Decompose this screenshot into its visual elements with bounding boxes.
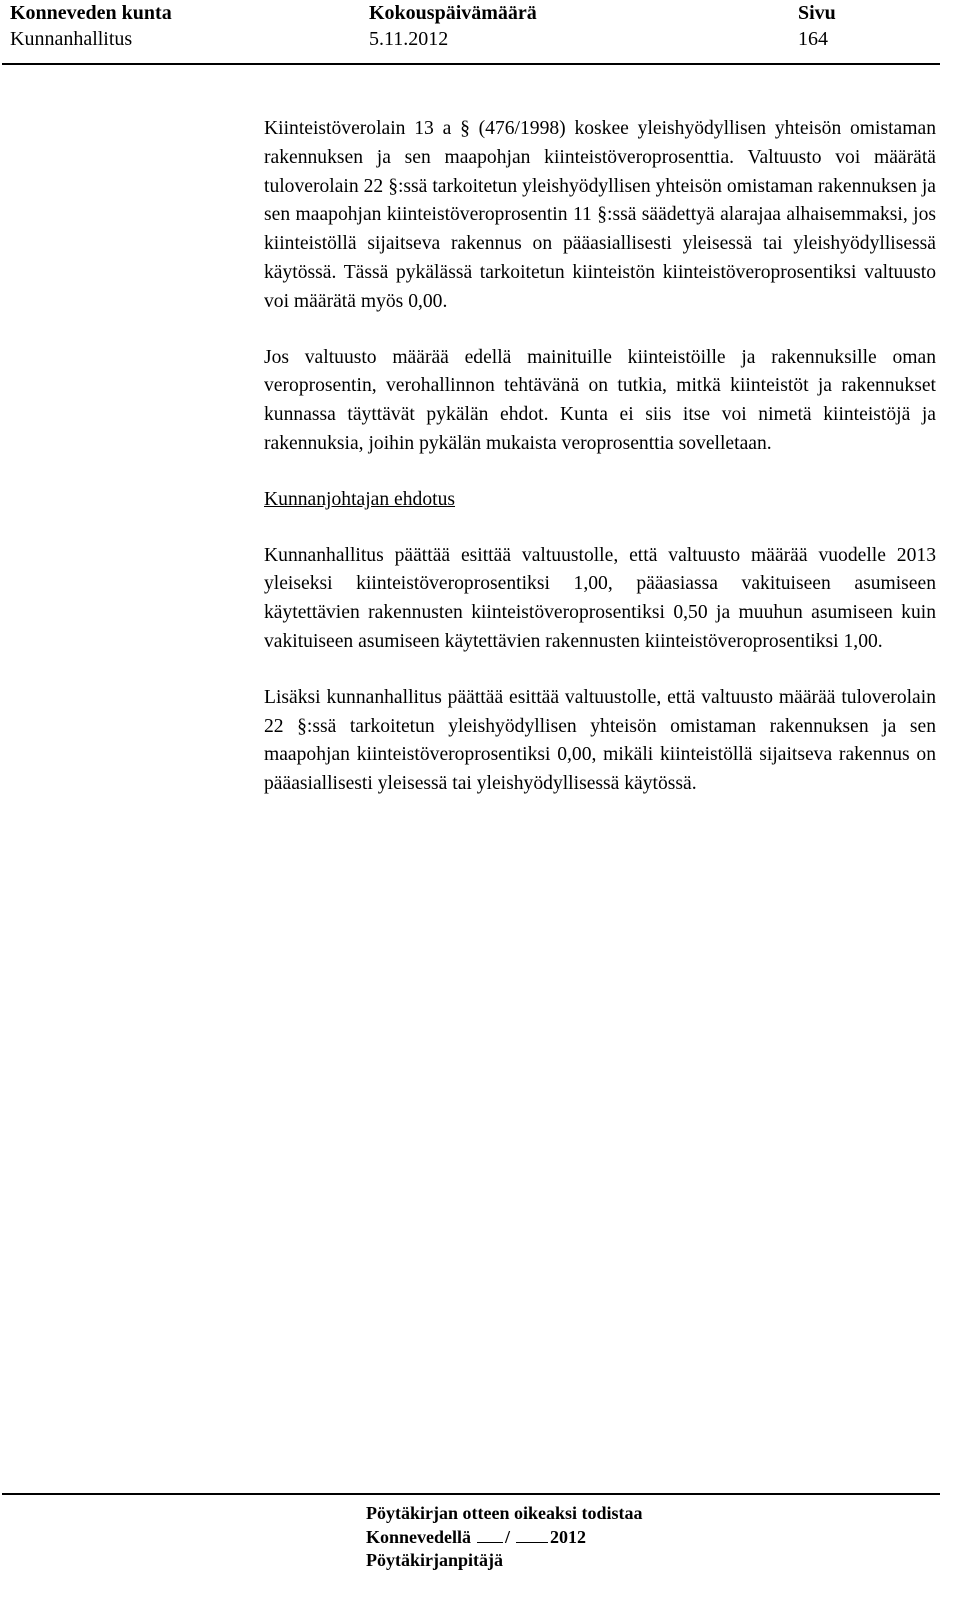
- meeting-date: 5.11.2012: [369, 28, 449, 50]
- certification-text: Pöytäkirjan otteen oikeaksi todistaa: [366, 1503, 643, 1523]
- date-separator: /: [505, 1526, 511, 1547]
- header-divider: [2, 63, 940, 65]
- page-header: [10, 0, 940, 64]
- page-label: Sivu: [798, 2, 836, 24]
- signer-role: Pöytäkirjanpitäjä: [366, 1550, 503, 1570]
- month-blank: [516, 1528, 548, 1543]
- board-name: Kunnanhallitus: [10, 28, 133, 50]
- page-number: 164: [798, 28, 828, 50]
- footer-divider: [2, 1493, 940, 1495]
- meeting-date-label: Kokouspäivämäärä: [369, 2, 537, 24]
- paragraph-proposal-nonprofit: Lisäksi kunnanhallitus päättää esittää valtuustolle, että valtuusto määrää tuloverolain 22 §:ssä tarkoitetun yleishyödyllisen yhteisön omistaman rakennuksen ja sen maapohjan kiinteistöveroprosentiksi 0,00, mikäli kiinteistöllä sijaitseva rakennus on pääasiallisesti yleisessä tai yleishyödyllisessä käytössä.: [264, 686, 936, 795]
- year: 2012: [550, 1526, 587, 1547]
- document-body: [264, 115, 936, 826]
- place-date-line: [366, 1526, 766, 1550]
- paragraph-property-tax-law: Kiinteistöverolain 13 a § (476/1998) koskee yleishyödyllisen yhteisön omistaman rakennuksen ja sen maapohjan kiinteistöveroprosenttia. Valtuusto voi määrätä tuloverolain 22 §:ssä tarkoitetun yleishyödyllisen yhteisön omistaman rakennuksen ja sen maapohjan kiinteistöveroprosentin 11 §:ssä säädettyä alarajaa alhaisemmaksi, jos kiinteistöllä sijaitseva rakennus on pääasiallisesti yleisessä tai yleishyödyllisessä käytössä. Tässä pykälässä tarkoitetun kiinteistön kiinteistöveroprosentiksi valtuusto voi määrätä myös 0,00.: [264, 118, 936, 312]
- paragraph-tax-administration: Jos valtuusto määrää edellä mainituille kiinteistöille ja rakennuksille oman veroprosentin, verohallinnon tehtävänä on tutkia, mitkä kiinteistöt ja rakennukset kunnassa täyttävät pykälän ehdot. Kunta ei siis itse voi nimetä kiinteistöjä ja rakennuksia, joihin pykälän mukaista veroprosenttia sovelletaan.: [264, 346, 936, 454]
- day-blank: [477, 1528, 503, 1543]
- page-footer: [366, 1502, 766, 1573]
- paragraph-proposal-rates: Kunnanhallitus päättää esittää valtuustolle, että valtuusto määrää vuodelle 2013 yleiseksi kiinteistöveroprosentiksi 1,00, pääasiassa vakituiseen asumiseen käytettävien rakennusten kiinteistöveroprosentiksi 0,50 ja muuhun asumiseen kuin vakituiseen asumiseen käytettävien rakennusten kiinteistöveroprosentiksi 1,00.: [264, 544, 936, 652]
- organization-name: Konneveden kunta: [10, 2, 172, 24]
- place-name: Konnevedellä: [366, 1526, 472, 1547]
- proposal-heading: Kunnanjohtajan ehdotus: [264, 488, 456, 510]
